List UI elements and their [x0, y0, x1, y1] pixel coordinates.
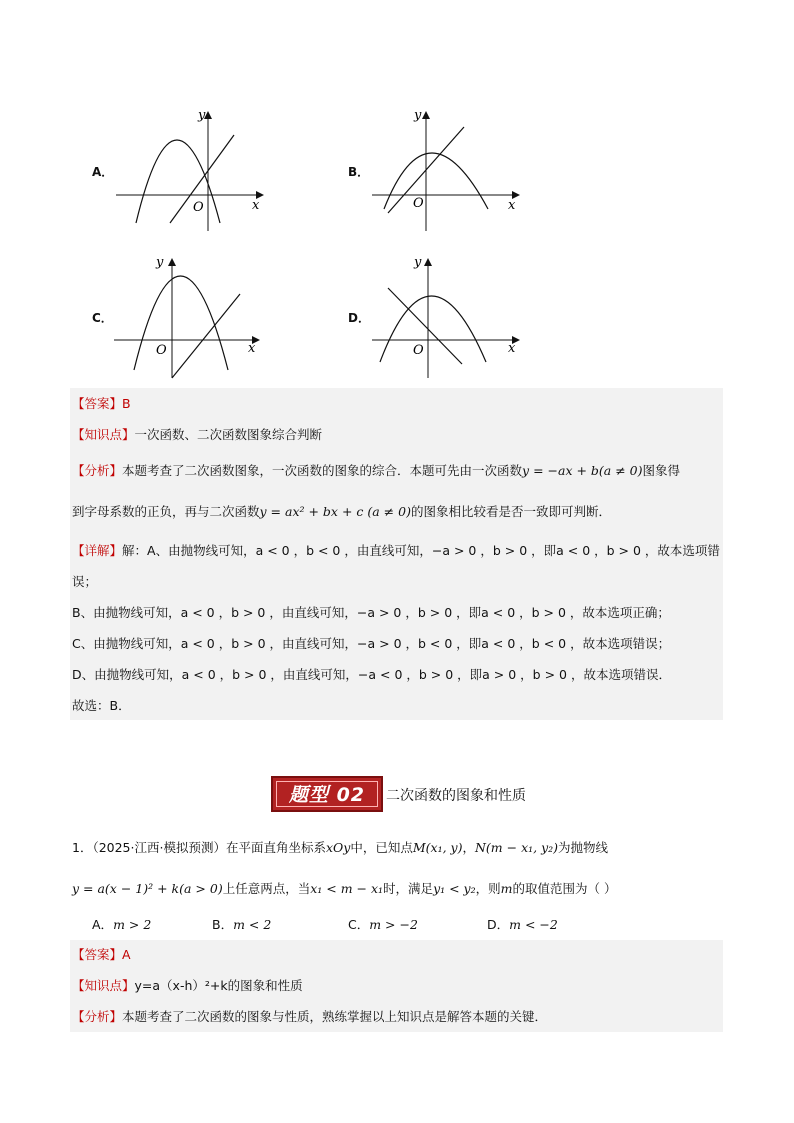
s1-analysis-line2: 到字母系数的正负，再与二次函数y = ax² + bx + c (a ≠ 0)的图象相比较看是否一致即可判断．: [72, 504, 611, 519]
s1-detail-5: 故选：B．: [72, 698, 131, 713]
q2-line2: y = a(x − 1)² + k(a > 0)上任意两点，当x₁ < m − x₁时，满足y₁ < y₂，则m的取值范围为（ ）: [72, 881, 617, 896]
graph-d: [366, 252, 526, 382]
s2-knowledge: 【知识点】y=a（x-h）²+k的图象和性质: [72, 978, 303, 993]
option-d-label: D．: [348, 311, 370, 325]
s1-knowledge: 【知识点】一次函数、二次函数图象综合判断: [72, 427, 323, 442]
s1-detail-1b: 误；: [72, 574, 98, 589]
section-banner: [271, 776, 383, 812]
s1-answer: 【答案】B: [72, 396, 131, 411]
s1-detail-1: 【详解】解：A、由抛物线可知，a < 0 ，b < 0 ，由直线可知，−a > 0 ，b > 0 ，即a < 0 ，b > 0 ，故本选项错: [72, 543, 720, 558]
s1-analysis-line1: 【分析】本题考查了二次函数图象，一次函数的图象的综合．本题可先由一次函数y = −ax + b(a ≠ 0)图象得: [72, 463, 681, 478]
graph-a: [108, 105, 268, 235]
s1-detail-2: B、由抛物线可知，a < 0 ，b > 0 ，由直线可知，−a > 0 ，b > 0 ，即a < 0 ，b > 0 ，故本选项正确；: [72, 605, 670, 620]
graph-c: [110, 252, 270, 382]
s1-detail-4: D、由抛物线可知，a < 0 ，b > 0 ，由直线可知，−a < 0 ，b > 0 ，即a > 0 ，b > 0 ，故本选项错误．: [72, 667, 671, 682]
graph-a-x-label: x: [252, 198, 260, 213]
section-banner-text: 题型 02: [276, 781, 378, 807]
s2-answer: 【答案】A: [72, 947, 131, 962]
q2-choice-a[interactable]: A．m > 2: [92, 917, 152, 932]
graph-b-y-label: y: [414, 108, 422, 123]
graph-b-x-label: x: [508, 198, 516, 213]
graph-a-y-label: y: [198, 108, 206, 123]
option-c-label: C．: [92, 311, 113, 325]
q2-choice-c[interactable]: C．m > −2: [348, 917, 418, 932]
graph-c-y-label: y: [156, 255, 164, 270]
graph-c-x-label: x: [248, 341, 256, 356]
graph-a-origin: O: [193, 200, 204, 215]
section-title: 二次函数的图象和性质: [386, 788, 526, 804]
s2-analysis: 【分析】本题考查了二次函数的图象与性质，熟练掌握以上知识点是解答本题的关键．: [72, 1009, 548, 1024]
graph-b: [366, 105, 526, 235]
q2-line1: 1．（2025·江西·模拟预测）在平面直角坐标系xOy中，已知点M(x₁, y)，N(m − x₁, y₂)为抛物线: [72, 840, 609, 855]
option-b-label: B．: [348, 165, 370, 179]
s1-detail-3: C、由抛物线可知，a < 0 ，b > 0 ，由直线可知，−a > 0 ，b < 0 ，即a < 0 ，b < 0 ，故本选项错误；: [72, 636, 671, 651]
graph-d-y-label: y: [414, 255, 422, 270]
q2-choice-b[interactable]: B．m < 2: [212, 917, 272, 932]
graph-b-origin: O: [413, 196, 424, 211]
option-a-label: A．: [92, 165, 114, 179]
graph-c-origin: O: [156, 343, 167, 358]
q2-choice-d[interactable]: D．m < −2: [487, 917, 558, 932]
graph-d-x-label: x: [508, 341, 516, 356]
graph-d-origin: O: [413, 343, 424, 358]
